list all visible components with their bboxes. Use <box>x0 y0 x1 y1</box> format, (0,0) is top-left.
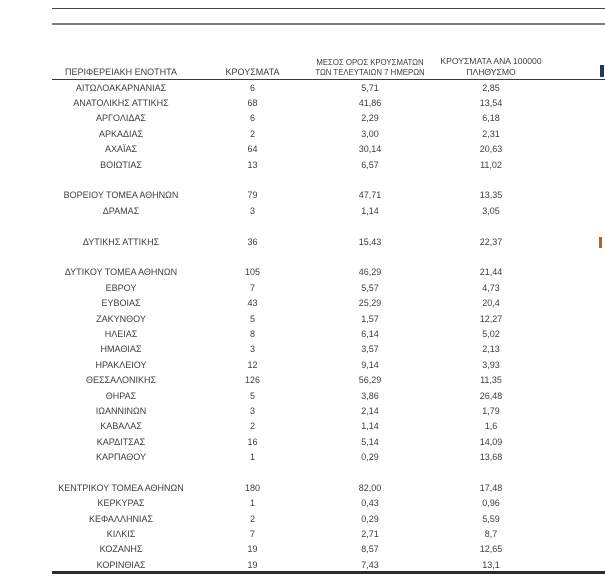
region-name: ΖΑΚΥΝΘΟΥ <box>96 313 146 324</box>
cases-value: 16 <box>247 436 258 447</box>
row-group-spacer <box>52 172 605 187</box>
cases-value: 19 <box>247 559 258 570</box>
column-header-cases-per-100k-line1: ΚΡΟΥΣΜΑΤΑ ΑΝΑ 100000 <box>440 56 542 67</box>
per100k-value: 21,44 <box>479 267 503 278</box>
column-header-cases: ΚΡΟΥΣΜΑΤΑ <box>225 67 280 77</box>
per100k-value: 1,6 <box>484 421 498 432</box>
table-row <box>52 419 605 434</box>
cases-value: 5 <box>249 390 255 401</box>
per100k-value: 4,73 <box>482 282 500 293</box>
cropped-orange-text-fragment <box>599 237 602 248</box>
per100k-value: 1,79 <box>482 405 500 416</box>
cases-value: 2 <box>249 421 255 432</box>
region-name: ΚΕΡΚΥΡΑΣ <box>97 498 145 509</box>
per100k-value: 13,54 <box>479 98 503 109</box>
cases-value: 79 <box>247 190 258 201</box>
avg7day-value: 25,29 <box>358 298 382 309</box>
avg7day-value: 6,14 <box>361 328 379 339</box>
column-header-cases-per-100k <box>425 56 557 77</box>
region-name: ΕΥΒΟΙΑΣ <box>101 298 141 309</box>
table-row <box>52 142 605 157</box>
column-header-cases-per-100k-line2: ΠΛΗΘΥΣΜΟ <box>466 66 516 77</box>
per100k-value: 2,31 <box>482 128 500 139</box>
table-row <box>52 542 605 557</box>
avg7day-value: 2,14 <box>361 405 379 416</box>
cases-value: 64 <box>247 144 258 155</box>
region-name: ΚΟΡΙΝΘΙΑΣ <box>96 559 146 570</box>
cases-value: 105 <box>244 267 261 278</box>
table-row <box>52 203 605 218</box>
avg7day-value: 7,43 <box>361 559 379 570</box>
avg7day-value: 5,14 <box>361 436 379 447</box>
table-row <box>52 265 605 280</box>
avg7day-value: 6,57 <box>361 159 379 170</box>
table-row <box>52 526 605 541</box>
avg7day-value: 47,71 <box>358 190 382 201</box>
region-name: ΚΑΡΠΑΘΟΥ <box>95 452 147 463</box>
cases-value: 43 <box>247 298 258 309</box>
cases-value: 19 <box>247 544 258 555</box>
region-name: ΑΧΑΪΑΣ <box>104 144 138 155</box>
avg7day-value: 1,57 <box>361 313 379 324</box>
avg7day-value: 5,57 <box>361 282 379 293</box>
column-header-7day-average <box>315 58 425 77</box>
per100k-value: 14,09 <box>479 436 503 447</box>
table-row <box>52 111 605 126</box>
avg7day-value: 82,00 <box>358 482 382 493</box>
region-name: ΘΗΡΑΣ <box>105 390 137 401</box>
cases-value: 5 <box>249 313 255 324</box>
per100k-value: 13,68 <box>479 452 503 463</box>
table-row <box>52 434 605 449</box>
column-header-7day-average-line1: ΜΕΣΟΣ ΟΡΟΣ ΚΡΟΥΣΜΑΤΩΝ <box>316 58 424 67</box>
cropped-header-text-fragment <box>600 65 604 77</box>
column-header-7day-average-line2: ΤΩΝ ΤΕΛΕΥΤΑΙΩΝ 7 ΗΜΕΡΩΝ <box>315 67 425 77</box>
avg7day-value: 3,86 <box>361 390 379 401</box>
cases-value: 68 <box>247 98 258 109</box>
avg7day-value: 0,29 <box>361 513 379 524</box>
avg7day-value: 2,71 <box>361 529 379 540</box>
avg7day-value: 1,14 <box>361 205 379 216</box>
column-header-regional-unit: ΠΕΡΙΦΕΡΕΙΑΚΗ ΕΝΟΤΗΤΑ <box>64 67 178 77</box>
table-row <box>52 342 605 357</box>
region-name: ΚΑΡΔΙΤΣΑΣ <box>96 436 146 447</box>
per100k-value: 5,02 <box>482 328 500 339</box>
per100k-value: 20,4 <box>482 298 500 309</box>
bottom-rule <box>52 571 605 574</box>
table-row <box>52 280 605 295</box>
cases-value: 6 <box>249 113 255 124</box>
region-name: ΗΡΑΚΛΕΙΟΥ <box>95 359 147 370</box>
region-name: ΑΡΚΑΔΙΑΣ <box>98 128 144 139</box>
avg7day-value: 0,43 <box>361 498 379 509</box>
region-name: ΗΛΕΙΑΣ <box>104 328 138 339</box>
top-rule-gray <box>52 23 605 25</box>
row-group-spacer <box>52 465 605 480</box>
table-row <box>52 357 605 372</box>
cases-value: 7 <box>249 529 255 540</box>
cases-value: 2 <box>249 513 255 524</box>
cases-value: 13 <box>247 159 258 170</box>
per100k-value: 0,96 <box>482 498 500 509</box>
region-name: ΗΜΑΘΙΑΣ <box>100 344 142 355</box>
cases-value: 3 <box>249 205 255 216</box>
cases-value: 6 <box>249 82 255 93</box>
region-name: ΒΟΡΕΙΟΥ ΤΟΜΕΑ ΑΘΗΝΩΝ <box>63 190 179 201</box>
per100k-value: 17,48 <box>479 482 503 493</box>
cases-value: 1 <box>249 498 255 509</box>
table-body <box>52 80 605 573</box>
region-name: ΚΕΦΑΛΛΗΝΙΑΣ <box>88 513 154 524</box>
column-header-cropped <box>557 65 605 77</box>
per100k-value: 11,35 <box>480 375 502 386</box>
table-row <box>52 295 605 310</box>
table-row <box>52 372 605 387</box>
top-rule-thin <box>52 8 605 9</box>
per100k-value: 8,7 <box>484 529 498 540</box>
avg7day-value: 0,29 <box>361 452 379 463</box>
table-row <box>52 95 605 110</box>
region-name: ΑΙΤΩΛΟΑΚΑΡΝΑΝΙΑΣ <box>75 82 167 93</box>
avg7day-value: 15,43 <box>358 236 382 247</box>
avg7day-value: 8,57 <box>361 544 379 555</box>
cases-value: 126 <box>244 375 261 386</box>
avg7day-value: 56,29 <box>358 375 382 386</box>
cases-value: 8 <box>249 328 255 339</box>
table-row <box>52 403 605 418</box>
cases-value: 7 <box>249 282 255 293</box>
avg7day-value: 46,29 <box>358 267 382 278</box>
per100k-value: 26,48 <box>479 390 503 401</box>
avg7day-value: 5,71 <box>361 82 379 93</box>
region-name: ΚΙΛΚΙΣ <box>106 529 136 540</box>
cases-value: 180 <box>244 482 261 493</box>
table-row <box>52 326 605 341</box>
per100k-value: 3,93 <box>482 359 500 370</box>
region-name: ΔΥΤΙΚΟΥ ΤΟΜΕΑ ΑΘΗΝΩΝ <box>64 267 178 278</box>
table-row <box>52 480 605 495</box>
table-row <box>52 80 605 95</box>
region-name: ΚΕΝΤΡΙΚΟΥ ΤΟΜΕΑ ΑΘΗΝΩΝ <box>58 482 184 493</box>
per100k-value: 2,13 <box>482 344 500 355</box>
avg7day-value: 9,14 <box>361 359 379 370</box>
per100k-value: 5,59 <box>482 513 500 524</box>
region-name: ΕΒΡΟΥ <box>105 282 137 293</box>
table-row <box>52 126 605 141</box>
cases-value: 1 <box>249 452 255 463</box>
row-group-spacer <box>52 249 605 264</box>
cases-value: 12 <box>247 359 258 370</box>
cases-value: 36 <box>247 236 258 247</box>
avg7day-value: 30,14 <box>358 144 382 155</box>
table-row <box>52 157 605 172</box>
region-name: ΑΝΑΤΟΛΙΚΗΣ ΑΤΤΙΚΗΣ <box>73 98 169 109</box>
table-row <box>52 234 605 249</box>
table-row <box>52 496 605 511</box>
per100k-value: 12,65 <box>479 544 503 555</box>
table-row <box>52 188 605 203</box>
per100k-value: 3,05 <box>482 205 500 216</box>
per100k-value: 13,35 <box>479 190 503 201</box>
table-row <box>52 388 605 403</box>
row-group-spacer <box>52 219 605 234</box>
cases-value: 3 <box>249 405 255 416</box>
per100k-value: 13,1 <box>482 559 500 570</box>
region-name: ΔΥΤΙΚΗΣ ΑΤΤΙΚΗΣ <box>82 236 160 247</box>
per100k-value: 11,02 <box>480 159 502 170</box>
avg7day-value: 2,29 <box>361 113 379 124</box>
per100k-value: 6,18 <box>482 113 500 124</box>
table-row <box>52 311 605 326</box>
avg7day-value: 1,14 <box>361 421 379 432</box>
region-name: ΒΟΙΩΤΙΑΣ <box>100 159 142 170</box>
avg7day-value: 41,86 <box>358 98 382 109</box>
avg7day-value: 3,00 <box>361 128 379 139</box>
region-name: ΔΡΑΜΑΣ <box>102 205 140 216</box>
avg7day-value: 3,57 <box>361 344 379 355</box>
region-name: ΚΑΒΑΛΑΣ <box>100 421 142 432</box>
table-row <box>52 449 605 464</box>
per100k-value: 12,27 <box>479 313 503 324</box>
region-name: ΑΡΓΟΛΙΔΑΣ <box>96 113 146 124</box>
per100k-value: 20,63 <box>479 144 503 155</box>
table-row <box>52 511 605 526</box>
per100k-value: 2,85 <box>482 82 500 93</box>
region-name: ΙΩΑΝΝΙΝΩΝ <box>95 405 147 416</box>
region-name: ΚΟΖΑΝΗΣ <box>99 544 143 555</box>
table-header-row <box>52 44 605 80</box>
cases-value: 2 <box>249 128 255 139</box>
cases-value: 3 <box>249 344 255 355</box>
per100k-value: 22,37 <box>479 236 503 247</box>
regional-cases-table <box>52 44 605 573</box>
region-name: ΘΕΣΣΑΛΟΝΙΚΗΣ <box>85 375 157 386</box>
